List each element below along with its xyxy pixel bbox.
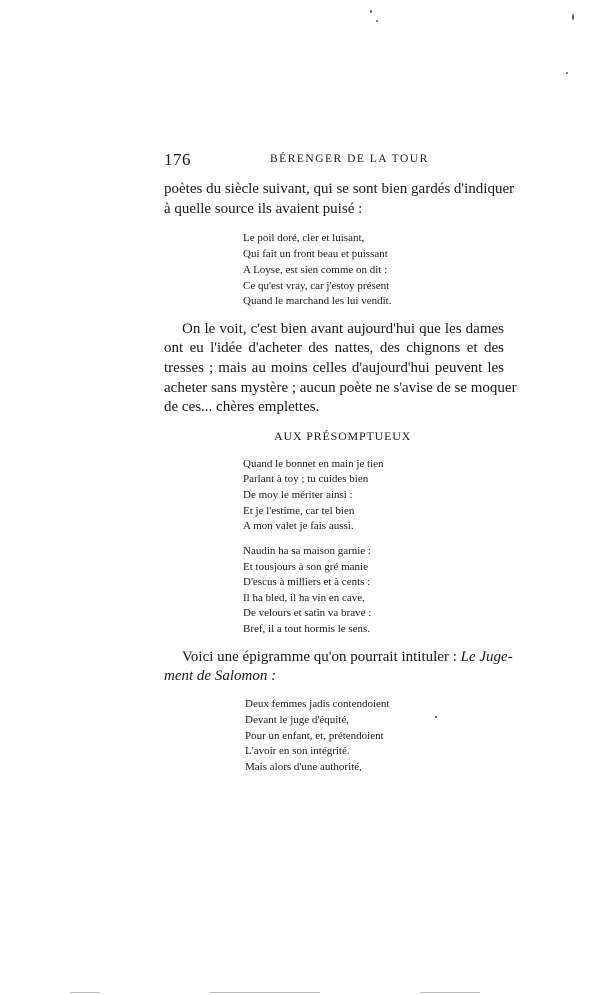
text-line: acheter sans mystère ; aucun poète ne s'avise de se moquer <box>164 380 517 396</box>
verse-line: Et tousjours à son gré manie <box>243 561 368 573</box>
verse-line: A mon valet je fais aussi. <box>243 520 354 532</box>
verse-line: Pour un enfant, et, prétendoient <box>245 730 384 742</box>
italic-title: ment de Salomon : <box>164 668 277 684</box>
text-run: Voici une épigramme qu'on pourrait intituler : <box>182 649 461 665</box>
text-line <box>182 649 513 666</box>
verse-line: Bref, il a tout hormis le sens. <box>243 623 371 635</box>
text-line: poètes du siècle suivant, qui se sont bien gardés d'indiquer <box>164 181 515 197</box>
scan-speck <box>376 20 378 22</box>
text-line: tresses ; mais au moins celles d'aujourd'hui peuvent les <box>164 360 504 376</box>
scan-edge-line <box>210 992 320 993</box>
verse-line: Il ha bled, il ha vin en cave, <box>243 592 365 604</box>
italic-title: Le Juge- <box>460 649 513 665</box>
text-line: à quelle source ils avaient puisé : <box>164 201 363 217</box>
verse-line: Quand le marchand les lui vendit. <box>243 295 392 307</box>
verse-line: L'avoir en son intégrité. <box>245 745 350 757</box>
text-line: de ces... chères emplettes. <box>164 399 320 415</box>
verse-line: Devant le juge d'équité, <box>245 714 350 726</box>
verse-line: Ce qu'est vray, car j'estoy présent <box>243 280 390 292</box>
running-title: BÉRENGER DE LA TOUR <box>270 153 429 165</box>
scan-speck <box>435 716 437 718</box>
verse-line: Deux femmes jadis contendoient <box>245 698 390 710</box>
scan-speck <box>566 72 568 74</box>
verse-line: Quand le bonnet en main je tien <box>243 458 384 470</box>
verse-line: Naudin ha sa maison garnie : <box>243 545 371 557</box>
scan-edge-line <box>70 992 100 993</box>
scan-edge-line <box>420 992 480 993</box>
section-title: AUX PRÉSOMPTUEUX <box>274 429 412 443</box>
verse-line: D'escus à milliers et à cents : <box>243 576 371 588</box>
text-line: ont eu l'idée d'acheter des nattes, des chignons et des <box>164 340 504 356</box>
verse-line: De moy le mériter ainsi : <box>243 489 353 501</box>
page-number: 176 <box>164 150 191 169</box>
verse-line: Parlant à toy ; tu cuides bien <box>243 473 369 485</box>
verse-line: Mais alors d'une authorité, <box>245 761 362 773</box>
scan-speck <box>370 10 372 13</box>
verse-line: Qui fait un front beau et puissant <box>243 248 388 260</box>
scan-speck <box>572 14 574 20</box>
verse-line: A Loyse, est sien comme on dit : <box>243 264 388 276</box>
verse-line: Le poil doré, cler et luisant, <box>243 232 365 244</box>
text-line: On le voit, c'est bien avant aujourd'hui que les dames <box>182 321 504 337</box>
verse-line: Et je l'estime, car tel bien <box>243 505 355 517</box>
verse-line: De velours et satin va brave : <box>243 607 372 619</box>
